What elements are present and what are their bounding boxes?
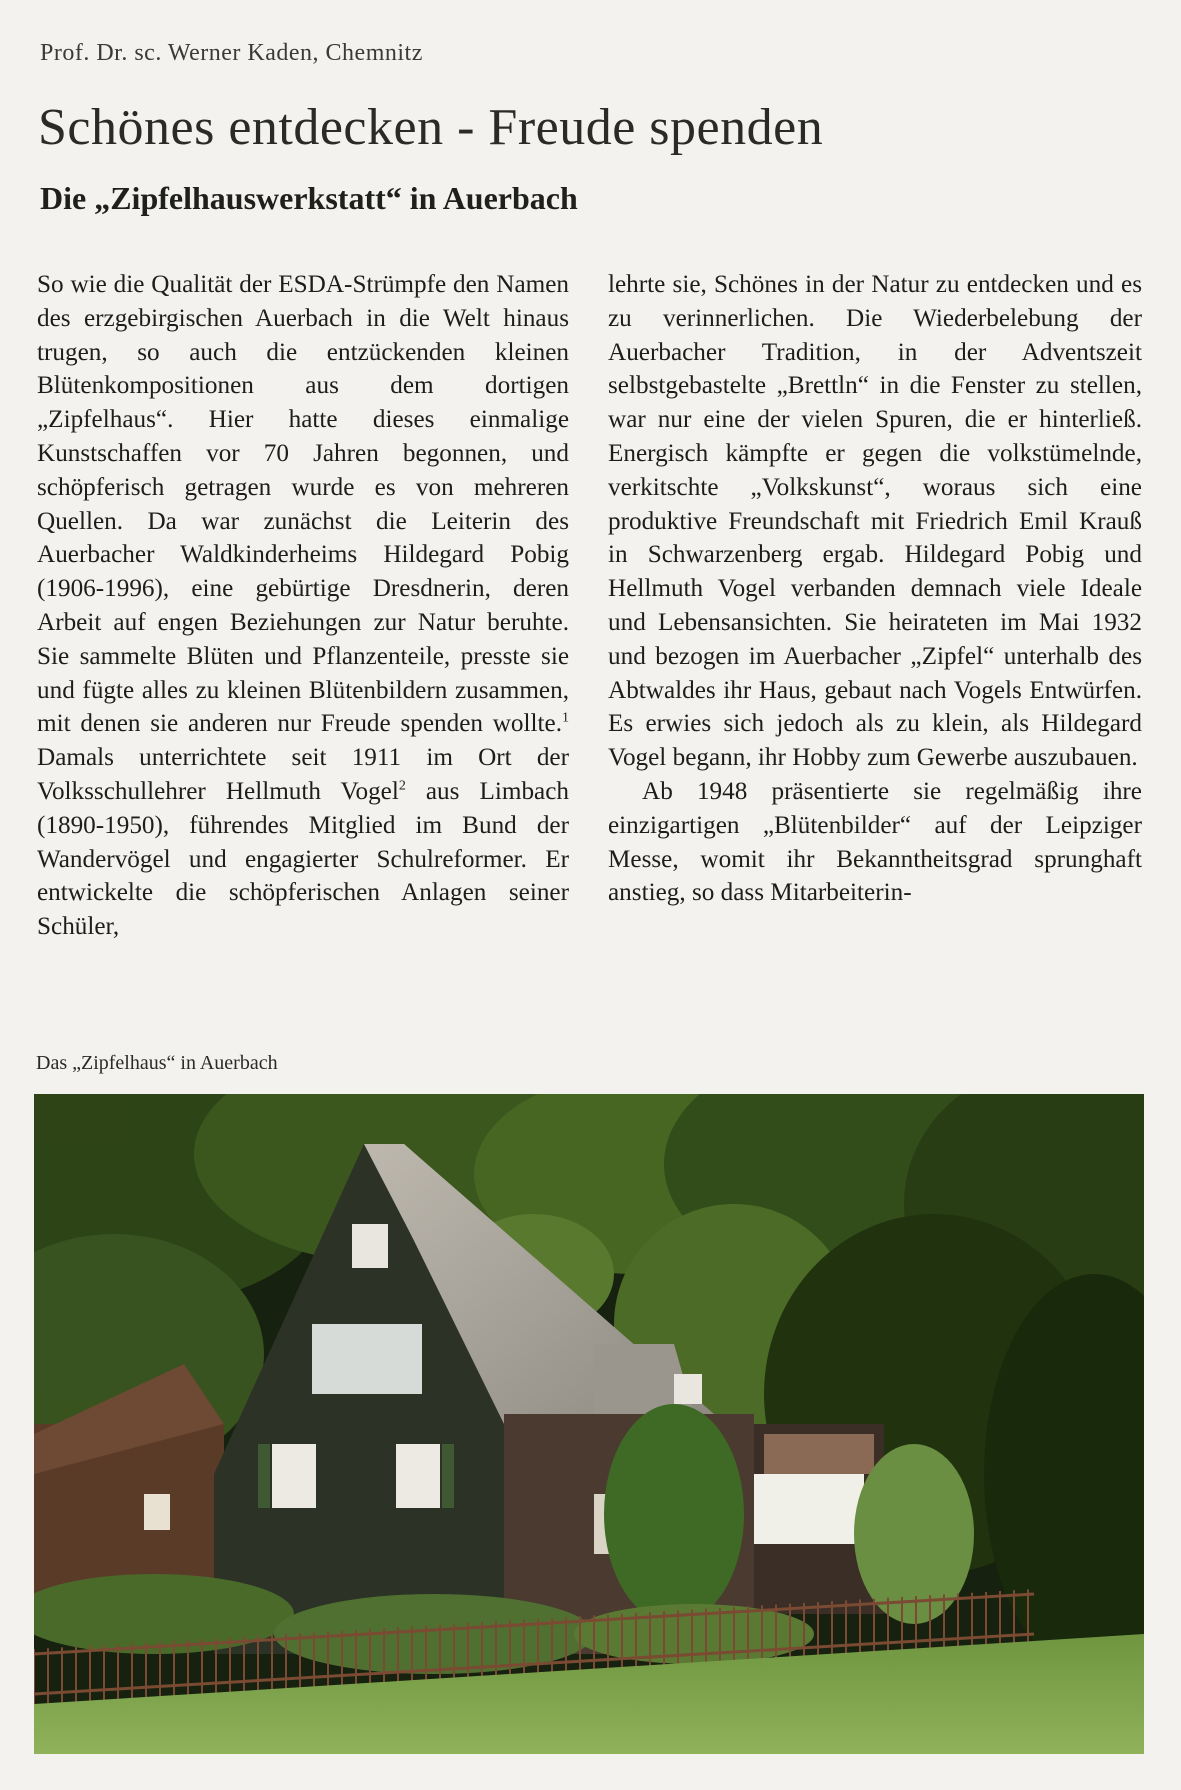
paragraph <box>37 268 569 944</box>
shrub <box>854 1444 974 1624</box>
climbing-plant <box>604 1404 744 1624</box>
house-photo <box>34 1094 1144 1754</box>
text-column-left <box>37 268 569 944</box>
footnote-marker[interactable]: 2 <box>398 778 406 794</box>
article-title: Schönes entdecken - Freude spenden <box>38 99 824 156</box>
paragraph-text: aus Limbach (1890-1950), führendes Mitglied im Bund der Wandervögel und engagierter Schulreformer. Er entwickelte die schöpferischen Anlagen seiner Schüler, <box>37 777 569 941</box>
house-illustration <box>34 1094 1144 1754</box>
figure-caption: Das „Zipfelhaus“ in Auerbach <box>36 1052 278 1074</box>
paragraph-text: So wie die Qualität der ESDA-Strümpfe den Namen des erzgebirgischen Auerbach in die Welt hinaus trugen, so auch die entzückenden kleinen Blütenkompositionen aus dem dortigen „Zipfelhaus“. Hier hatte dieses einmalige Kunstschaffen vor 70 Jahren begonnen, und schöpferisch getragen wurde es von mehreren Quellen. Da war zunächst die Leiterin des Auerbacher Waldkinderheims Hildegard Pobig (1906-1996), eine gebürtige Dresdnerin, deren Arbeit auf engen Beziehungen zur Natur beruhte. Sie sammelte Blüten und Pflanzenteile, presste sie und fügte alles zu kleinen Blütenbildern zusammen, mit denen sie anderen nur Freude spenden wollte. <box>37 271 569 738</box>
paragraph: lehrte sie, Schönes in der Natur zu entdecken und es zu verinnerlichen. Die Wiederbelebung der Auerbacher Tradition, in der Adventszeit selbstgebastelte „Brettln“ in die Fenster zu stellen, war nur eine der vielen Spuren, die er hinterließ. Energisch kämpfte er gegen die volkstümelnde, verkitschte „Volkskunst“, woraus sich eine produktive Freundschaft mit Friedrich Emil Krauß in Schwarzenberg ergab. Hildegard Pobig und Hellmuth Vogel verbanden demnach viele Ideale und Lebensansichten. Sie heirateten im Mai 1932 und bezogen im Auerbacher „Zipfel“ unterhalb des Abtwaldes ihr Haus, gebaut nach Vogels Entwürfen. Es erwies sich jedoch als zu klein, als Hildegard Vogel begann, ihr Hobby zum Gewerbe auszubauen. <box>608 271 1142 772</box>
footnote-marker[interactable]: 1 <box>562 710 569 726</box>
paragraph: Ab 1948 präsentierte sie regelmäßig ihre einzigartigen „Blütenbilder“ auf der Leipziger Messe, womit ihr Bekanntheitsgrad sprunghaft anstieg, so dass Mitarbeiterin- <box>608 777 1142 907</box>
text-column-right <box>608 268 1142 910</box>
article-subtitle: Die „Zipfelhauswerkstatt“ in Auerbach <box>40 180 578 216</box>
author-line: Prof. Dr. sc. Werner Kaden, Chemnitz <box>40 40 423 66</box>
paragraph-text: Damals unterrichtete seit 1911 im Ort der Volksschullehrer Hellmuth Vogel <box>37 744 569 805</box>
